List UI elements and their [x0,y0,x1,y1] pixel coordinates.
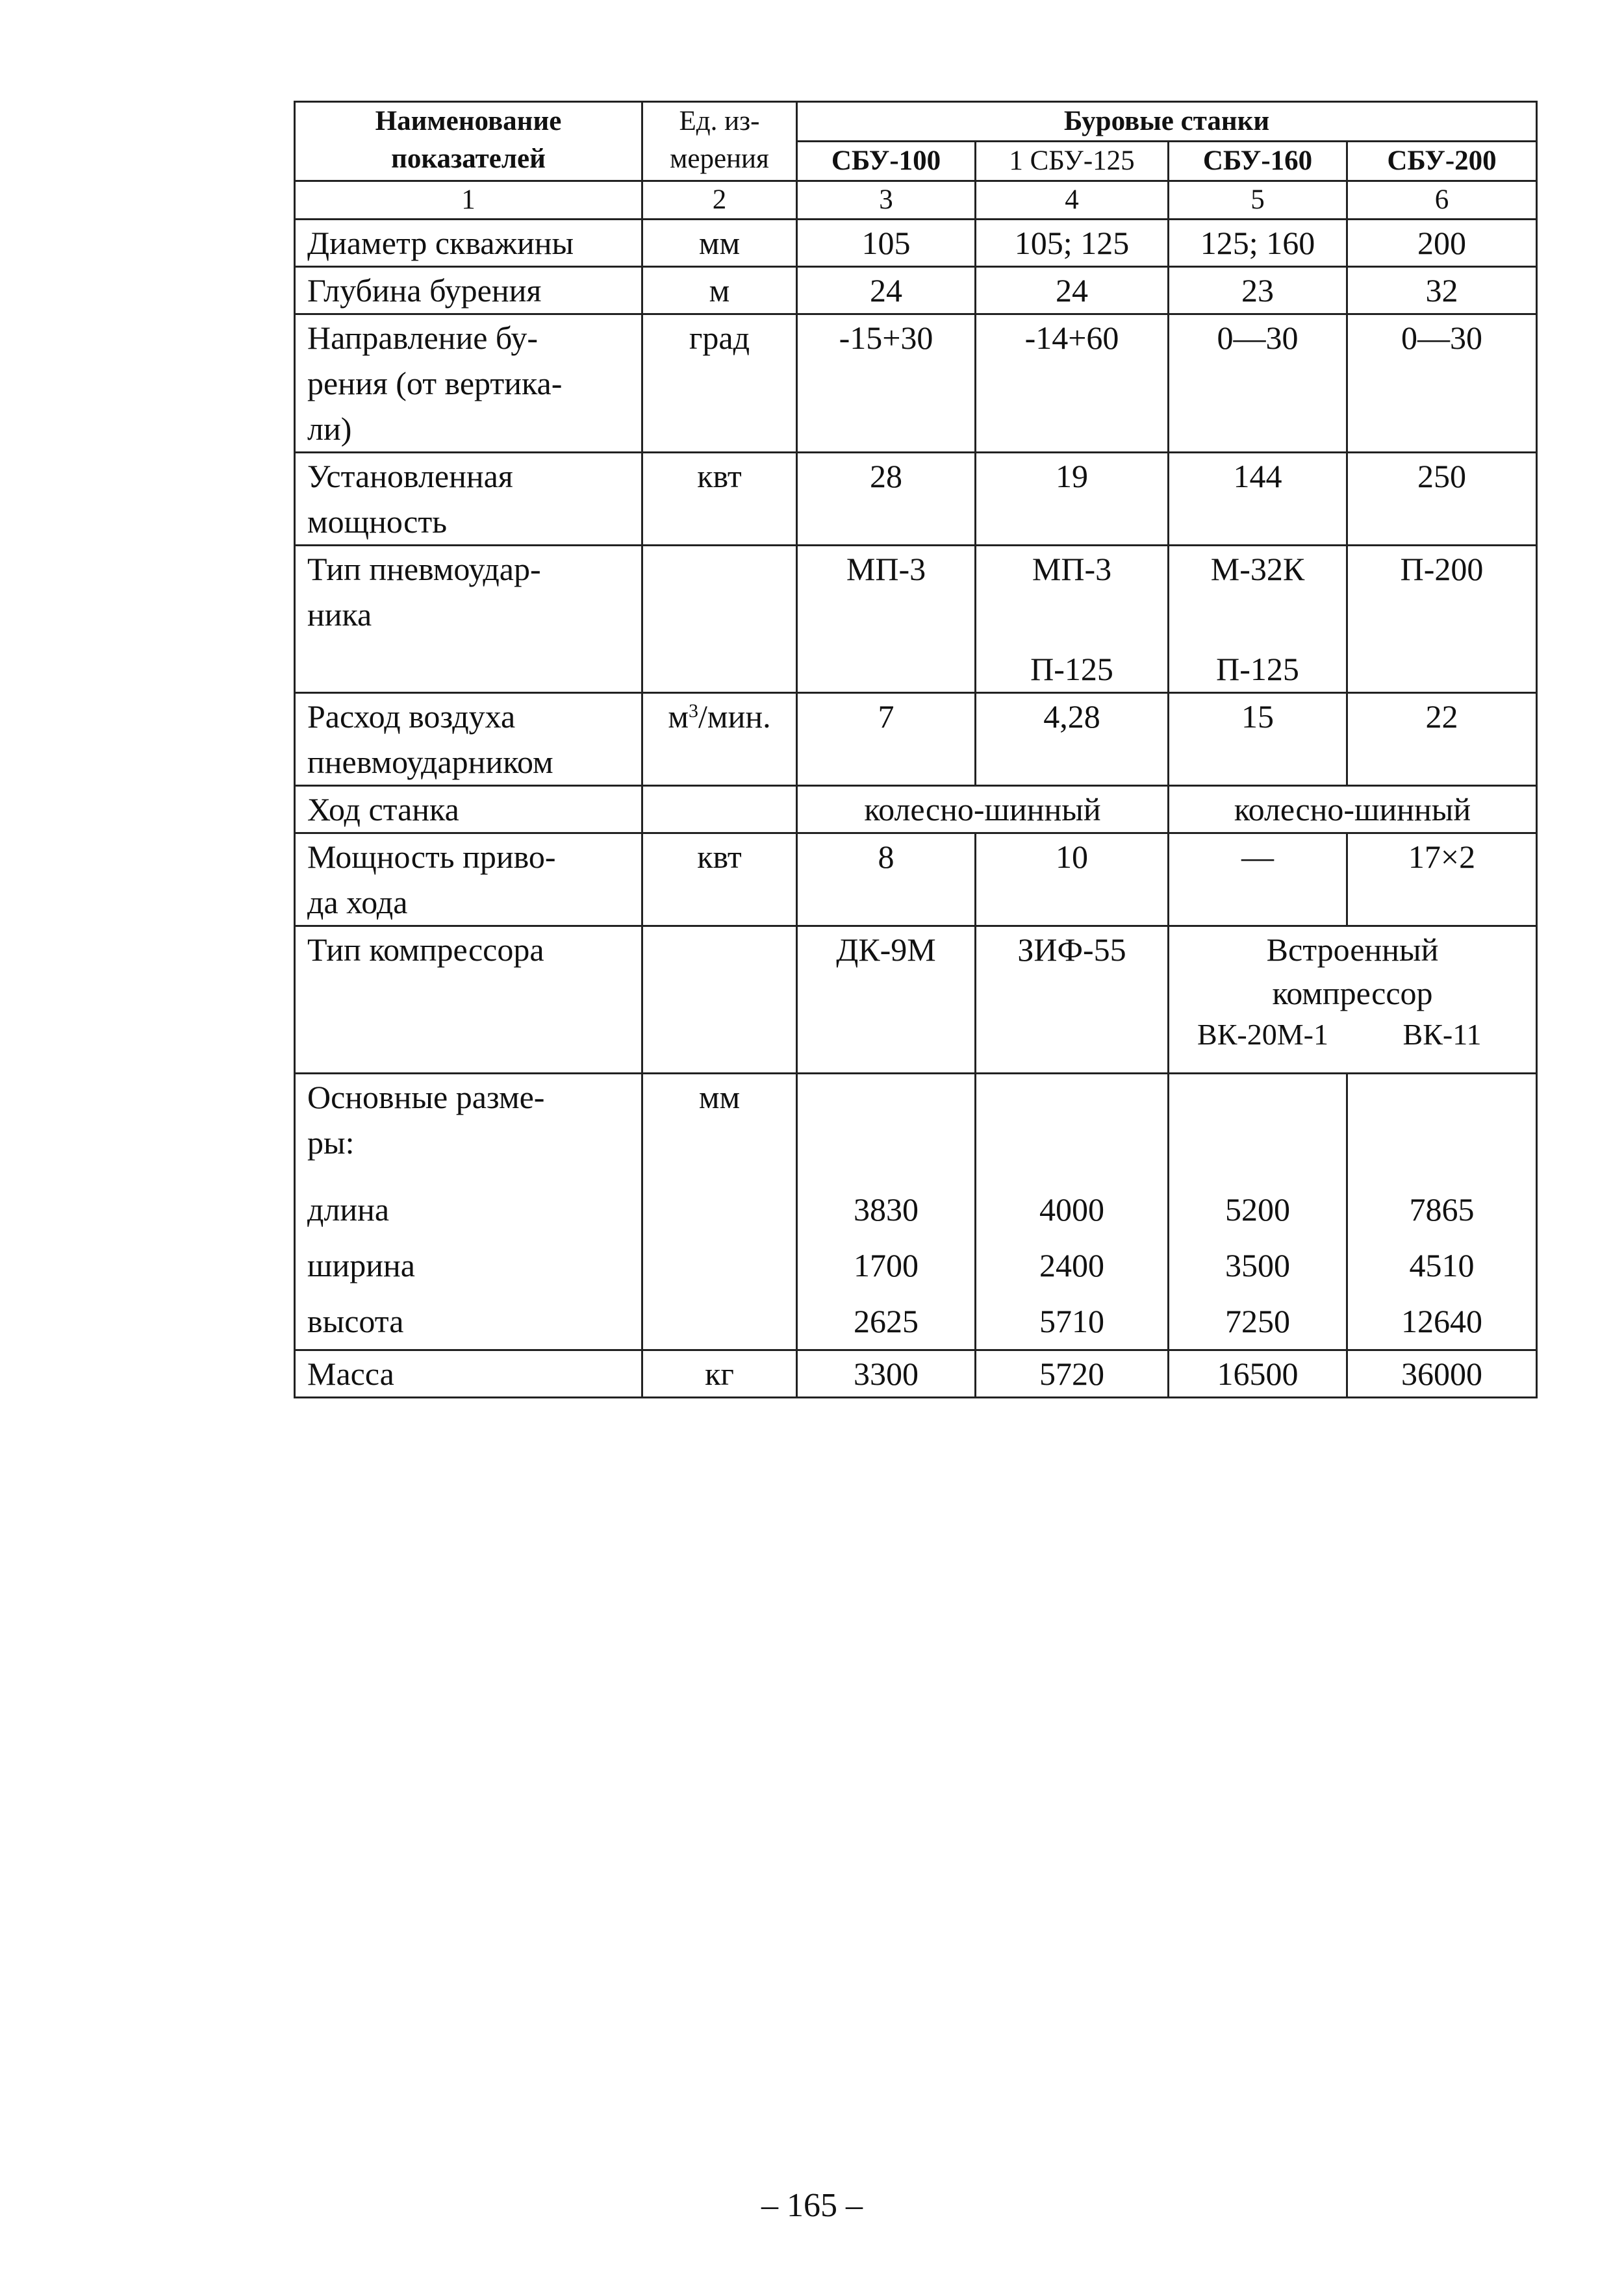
table-row-diameter [295,220,1537,267]
table-cell: 4,28 [976,693,1169,786]
table-cell: 0—30 [1169,314,1347,453]
table-cell: 105 [797,220,976,267]
row-unit: кг [642,1350,797,1398]
table-row-compressor [295,926,1537,1074]
table-cell: ДК-9М [797,926,976,1074]
row-unit: квт [642,833,797,926]
machine-header-2: 1 СБУ-125 [976,142,1169,181]
column-number: 2 [642,181,797,220]
column-number: 6 [1347,181,1537,220]
table-cell: колесно-шинный [1169,786,1537,833]
table-cell: 4000 2400 5710 [976,1074,1169,1350]
table-cell: 5720 [976,1350,1169,1398]
row-unit: м [642,267,797,314]
table-row-power [295,453,1537,546]
table-cell-builtin-compressor: Встроенный компрессор ВК-20М-1 ВК-11 [1169,926,1537,1074]
table-row-depth [295,267,1537,314]
table-cell: 125; 160 [1169,220,1347,267]
machine-header-3: СБУ-160 [1169,142,1347,181]
table-cell: 22 [1347,693,1537,786]
table-cell: 0—30 [1347,314,1537,453]
row-unit: мм [642,1074,797,1350]
column-number: 3 [797,181,976,220]
builtin-model: ВК-20М-1 [1197,1018,1328,1051]
row-unit [642,926,797,1074]
table-cell: 144 [1169,453,1347,546]
table-cell: 17×2 [1347,833,1537,926]
row-label: Масса [295,1350,642,1398]
table-row-air [295,693,1537,786]
table-cell: 32 [1347,267,1537,314]
table-cell: 250 [1347,453,1537,546]
table-cell: МП-3 [797,546,976,693]
row-label: Установленная мощность [295,453,642,546]
table-cell: 16500 [1169,1350,1347,1398]
spec-table [294,101,1538,1398]
table-cell: 8 [797,833,976,926]
table-cell: М-32К П-125 [1169,546,1347,693]
table-cell: 36000 [1347,1350,1537,1398]
table-cell: 200 [1347,220,1537,267]
row-unit: квт [642,453,797,546]
column-number: 1 [295,181,642,220]
header-name-cell: Наименование показателей [295,102,642,181]
row-label: Тип пневмоудар- ника [295,546,642,693]
table-cell: 7865 4510 12640 [1347,1074,1537,1350]
table-cell: П-200 [1347,546,1537,693]
table-cell: 24 [797,267,976,314]
header-unit-cell: Ед. из- мерения [642,102,797,181]
table-cell: колесно-шинный [797,786,1169,833]
table-cell: 15 [1169,693,1347,786]
table-row-mass [295,1350,1537,1398]
table-cell: 3300 [797,1350,976,1398]
table-cell: — [1169,833,1347,926]
table-row-travel [295,786,1537,833]
table-cell: 7 [797,693,976,786]
table-cell: 5200 3500 7250 [1169,1074,1347,1350]
header-group-cell: Буровые станки [797,102,1537,142]
table-cell: -15+30 [797,314,976,453]
row-label: Тип компрессора [295,926,642,1074]
table-cell: МП-3 П-125 [976,546,1169,693]
machine-header-1: СБУ-100 [797,142,976,181]
row-label: Расход воздуха пневмоударником [295,693,642,786]
table-cell: 24 [976,267,1169,314]
table-cell: 19 [976,453,1169,546]
row-label: Основные разме- ры: длина ширина высота [295,1074,642,1350]
table-cell: ЗИФ-55 [976,926,1169,1074]
column-numbers-row [295,181,1537,220]
row-label: Направление бу- рения (от вертика- ли) [295,314,642,453]
row-unit: град [642,314,797,453]
table-cell: 105; 125 [976,220,1169,267]
table-row-direction [295,314,1537,453]
row-label: Ход станка [295,786,642,833]
builtin-model: ВК-11 [1402,1018,1482,1051]
table-cell: 28 [797,453,976,546]
row-label: Диаметр скважины [295,220,642,267]
row-unit: $м^3$/мин. [642,693,797,786]
row-unit [642,546,797,693]
header-row [295,102,1537,142]
row-label: Мощность приво- да хода [295,833,642,926]
row-label: Глубина бурения [295,267,642,314]
page-number: – 165 – [761,2187,863,2224]
table-cell: 10 [976,833,1169,926]
table-row-dimensions [295,1074,1537,1350]
table-row-drive-power [295,833,1537,926]
table-cell: -14+60 [976,314,1169,453]
machine-header-4: СБУ-200 [1347,142,1537,181]
table-cell: 3830 1700 2625 [797,1074,976,1350]
table-row-hammer [295,546,1537,693]
column-number: 4 [976,181,1169,220]
table-cell: 23 [1169,267,1347,314]
row-unit: мм [642,220,797,267]
row-unit [642,786,797,833]
column-number: 5 [1169,181,1347,220]
